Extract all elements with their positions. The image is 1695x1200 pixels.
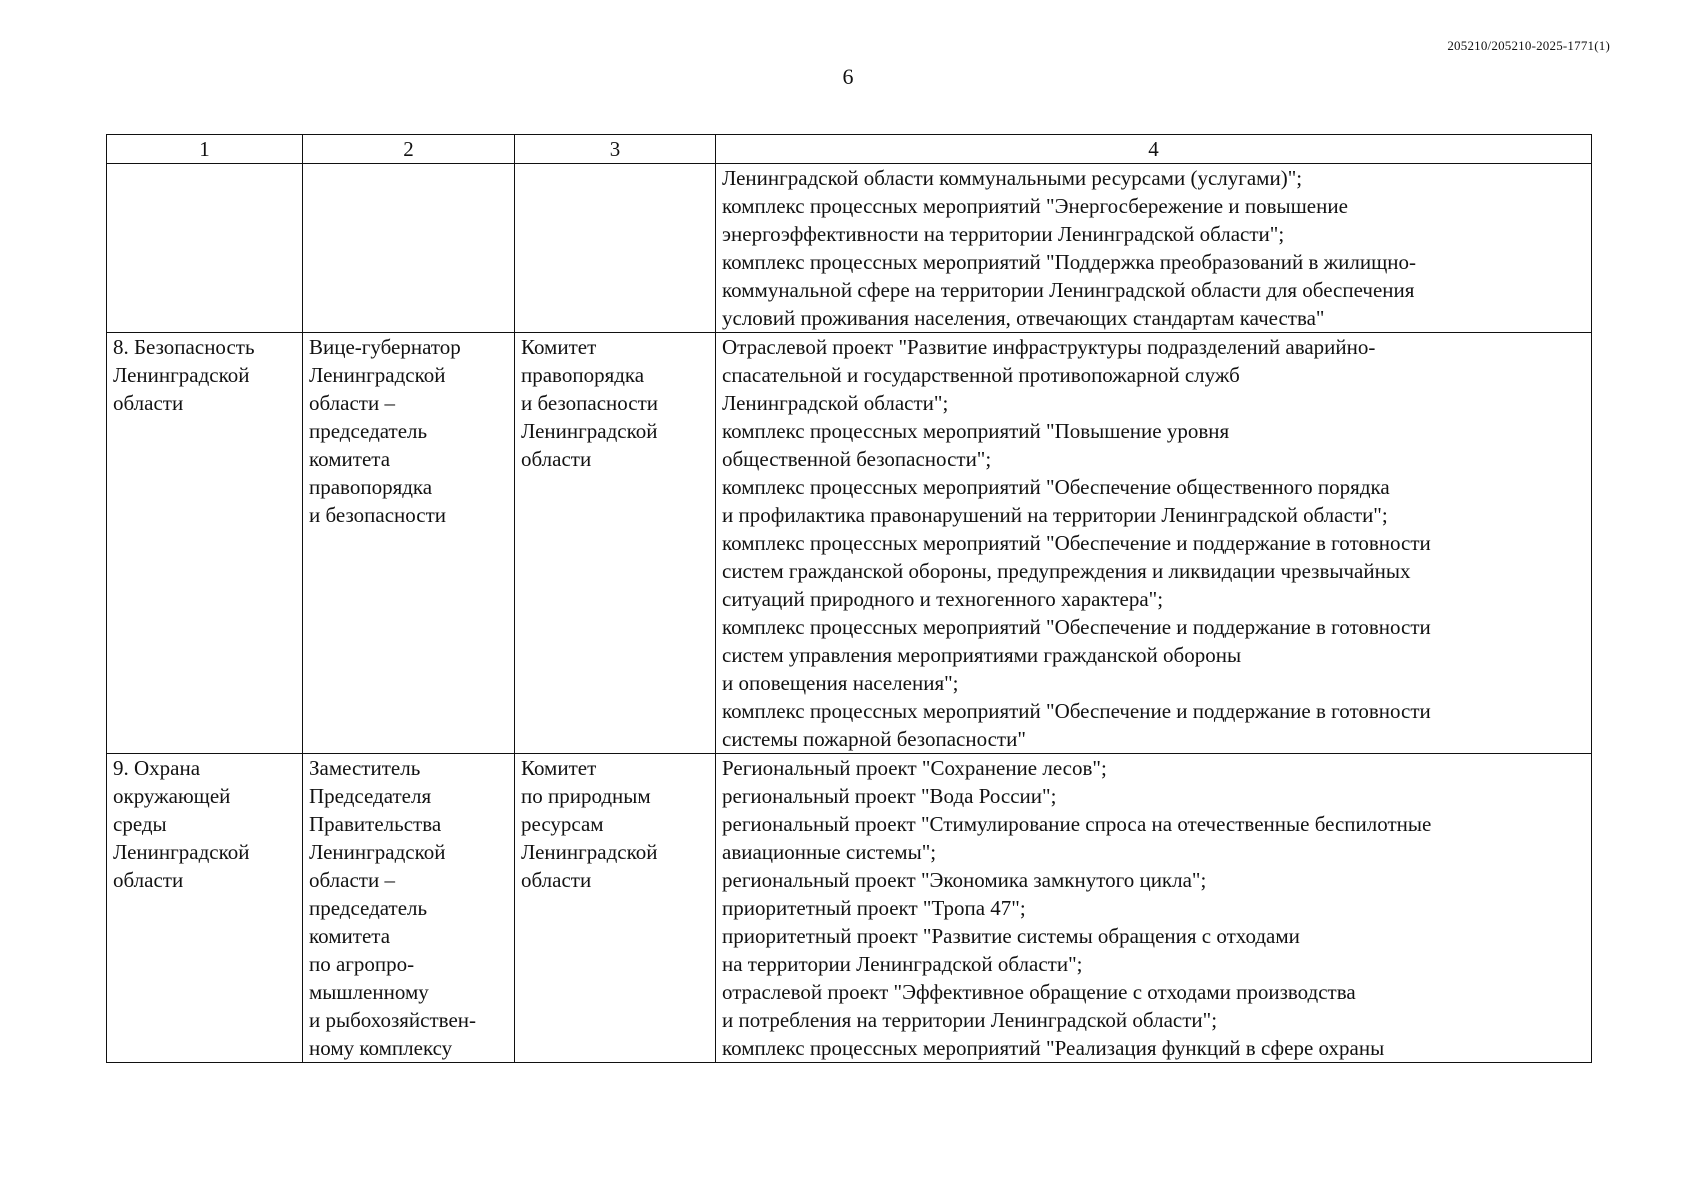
cell-line: правопорядка [521,363,645,387]
cell-line: систем управления мероприятиями гражданской обороны [722,643,1242,667]
cell-line: систем гражданской обороны, предупреждения и ликвидации чрезвычайных [722,559,1411,583]
section-name-cell [107,754,303,1063]
projects-cell [716,164,1592,333]
cell-line: коммунальной сфере на территории Ленинградской области для обеспечения [722,278,1415,302]
table-row [107,333,1592,754]
section-name-cell [107,333,303,754]
cell-line: 9. Охрана [113,756,201,780]
cell-line: приоритетный проект "Тропа 47"; [722,896,1026,920]
cell-line: на территории Ленинградской области"; [722,952,1083,976]
cell-line: области [113,391,184,415]
cell-line: по природным [521,784,651,808]
cell-line: правопорядка [309,475,433,499]
cell-line: комплекс процессных мероприятий "Энергосбережение и повышение [722,194,1348,218]
cell-line: комплекс процессных мероприятий "Повышение уровня [722,419,1230,443]
responsible-body-cell [515,754,716,1063]
cell-line: комплекс процессных мероприятий "Обеспечение и поддержание в готовности [722,531,1431,555]
cell-line: и рыбохозяйствен- [309,1008,476,1032]
cell-line: региональный проект "Экономика замкнутого цикла"; [722,868,1207,892]
cell-line: мышленному [309,980,429,1004]
cell-line: комплекс процессных мероприятий "Реализация функций в сфере охраны [722,1036,1385,1060]
responsible-person-cell [303,164,515,333]
cell-line: Ленинградской области коммунальными ресурсами (услугами)"; [722,166,1303,190]
cell-line: комплекс процессных мероприятий "Обеспечение общественного порядка [722,475,1390,499]
cell-line: и оповещения населения"; [722,671,959,695]
cell-line: Ленинградской области"; [722,391,949,415]
cell-line: Ленинградской [113,363,250,387]
cell-line: по агропро- [309,952,415,976]
cell-line: комплекс процессных мероприятий "Обеспечение и поддержание в готовности [722,699,1431,723]
table-header-row [107,135,1592,164]
cell-line: комитета [309,924,391,948]
cell-line: Вице-губернатор [309,335,461,359]
cell-line: авиационные системы"; [722,840,937,864]
cell-line: и безопасности [309,503,447,527]
projects-cell [716,754,1592,1063]
cell-line: Заместитель [309,756,421,780]
cell-line: условий проживания населения, отвечающих стандартам качества" [722,306,1325,330]
document-code: 205210/205210-2025-1771(1) [1447,38,1610,53]
cell-line: председатель [309,419,428,443]
cell-line: Ленинградской [521,419,658,443]
section-name-cell [107,164,303,333]
cell-line: Ленинградской [113,840,250,864]
cell-line: Комитет [521,335,597,359]
cell-line: Ленинградской [309,840,446,864]
cell-line: системы пожарной безопасности" [722,727,1026,751]
cell-line: Председателя [309,784,432,808]
table-row [107,164,1592,333]
cell-line: и безопасности [521,391,659,415]
cell-line: энергоэффективности на территории Ленинградской области"; [722,222,1285,246]
cell-line: Региональный проект "Сохранение лесов"; [722,756,1107,780]
responsible-person-cell [303,333,515,754]
cell-line: области [521,868,592,892]
column-header-4: 4 [716,135,1592,164]
cell-line: спасательной и государственной противопожарной служб [722,363,1240,387]
projects-cell [716,333,1592,754]
responsible-body-cell [515,164,716,333]
cell-line: области [113,868,184,892]
cell-line: области – [309,391,395,415]
cell-line: Ленинградской [521,840,658,864]
cell-line: среды [113,812,167,836]
cell-line: председатель [309,896,428,920]
responsible-body-cell [515,333,716,754]
cell-line: отраслевой проект "Эффективное обращение с отходами производства [722,980,1356,1004]
programs-table [106,134,1592,1063]
cell-line: ному комплексу [309,1036,453,1060]
cell-line: Правительства [309,812,442,836]
cell-line: Отраслевой проект "Развитие инфраструктуры подразделений аварийно- [722,335,1376,359]
cell-line: комплекс процессных мероприятий "Обеспечение и поддержание в готовности [722,615,1431,639]
page-number: 6 [842,64,854,89]
cell-line: 8. Безопасность [113,335,255,359]
cell-line: комитета [309,447,391,471]
cell-line: Ленинградской [309,363,446,387]
column-header-1: 1 [107,135,303,164]
cell-line: окружающей [113,784,231,808]
column-header-3: 3 [515,135,716,164]
responsible-person-cell [303,754,515,1063]
column-header-2: 2 [303,135,515,164]
cell-line: комплекс процессных мероприятий "Поддержка преобразований в жилищно- [722,250,1417,274]
cell-line: региональный проект "Стимулирование спроса на отечественные беспилотные [722,812,1432,836]
cell-line: Комитет [521,756,597,780]
cell-line: региональный проект "Вода России"; [722,784,1057,808]
cell-line: общественной безопасности"; [722,447,992,471]
cell-line: области [521,447,592,471]
table-row [107,754,1592,1063]
cell-line: и профилактика правонарушений на территории Ленинградской области"; [722,503,1388,527]
table-body [107,164,1592,1063]
cell-line: приоритетный проект "Развитие системы обращения с отходами [722,924,1300,948]
cell-line: и потребления на территории Ленинградской области"; [722,1008,1218,1032]
cell-line: области – [309,868,395,892]
cell-line: ситуаций природного и техногенного характера"; [722,587,1164,611]
cell-line: ресурсам [521,812,604,836]
